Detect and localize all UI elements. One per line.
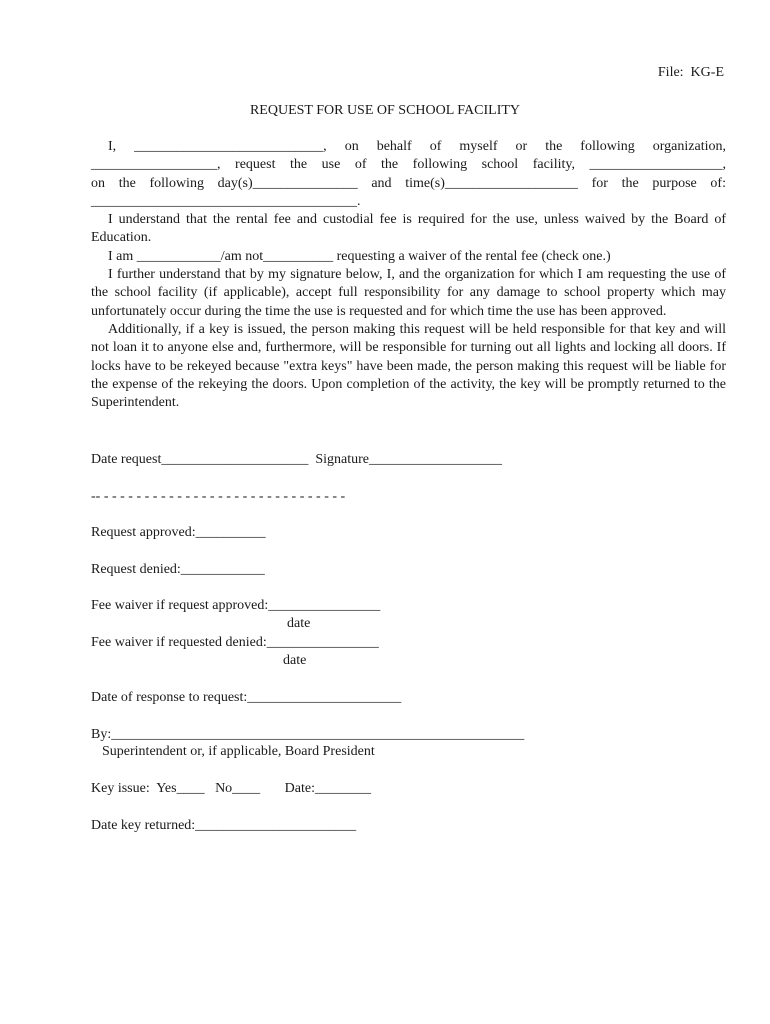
date-label-approved: date [287, 616, 311, 631]
request-approved-line: Request approved:__________ [91, 525, 266, 540]
request-denied-line: Request denied:____________ [91, 562, 265, 577]
intro-line-4: ______________________________________. [91, 193, 361, 209]
date-of-response-line: Date of response to request:______________________ [91, 690, 402, 705]
by-line: By:___________________________________________________________ [91, 727, 525, 742]
intro-line-3: on the following day(s)_______________ and time(s)___________________ for the purpose of: [91, 175, 726, 191]
intro-line-2: __________________, request the use of the following school facility, ___________________, [91, 157, 726, 173]
responsibility-paragraph: I further understand that by my signature below, I, and the organization for which I am requesting the use of the school facility (if applicable), accept full responsibility for any damage to school property which may unfortunately occur during the time the use is requested and for which time the use has been approved. [91, 267, 726, 319]
fee-waiver-approved-line: Fee waiver if request approved:________________ [91, 598, 381, 613]
key-paragraph: Additionally, if a key is issued, the person making this request will be held responsible for that key and will not loan it to anyone else and, furthermore, will be responsible for turning out all lights and locking all doors. If locks have to be rekeyed because "extra keys" have been made, the person making this request will be liable for the expense of the rekeying the doors. Upon completion of the activity, the key will be promptly returned to the Superintendent. [91, 321, 726, 411]
key-issue-line: Key issue: Yes____ No____ Date:________ [91, 781, 371, 796]
request-body [91, 138, 726, 412]
file-id: File: KG-E [657, 65, 724, 80]
separator-line: -- - - - - - - - - - - - - - - - - - - - - - - - - - - - - - - [91, 489, 346, 504]
intro-line-1: I, ___________________________, on behalf of myself or the following organization, [108, 139, 726, 154]
fee-waiver-denied-line: Fee waiver if requested denied:________________ [91, 635, 379, 650]
date-request-signature-line: Date request_____________________ Signature___________________ [91, 452, 503, 467]
date-label-denied: date [283, 653, 307, 668]
waiver-line: I am ____________/am not__________ requesting a waiver of the rental fee (check one.) [108, 248, 611, 264]
date-key-returned-line: Date key returned:_______________________ [91, 818, 357, 833]
document-title: REQUEST FOR USE OF SCHOOL FACILITY [249, 103, 521, 118]
by-sublabel: Superintendent or, if applicable, Board President [102, 744, 375, 759]
fee-paragraph: I understand that the rental fee and custodial fee is required for the use, unless waived by the Board of Education. [91, 212, 726, 246]
